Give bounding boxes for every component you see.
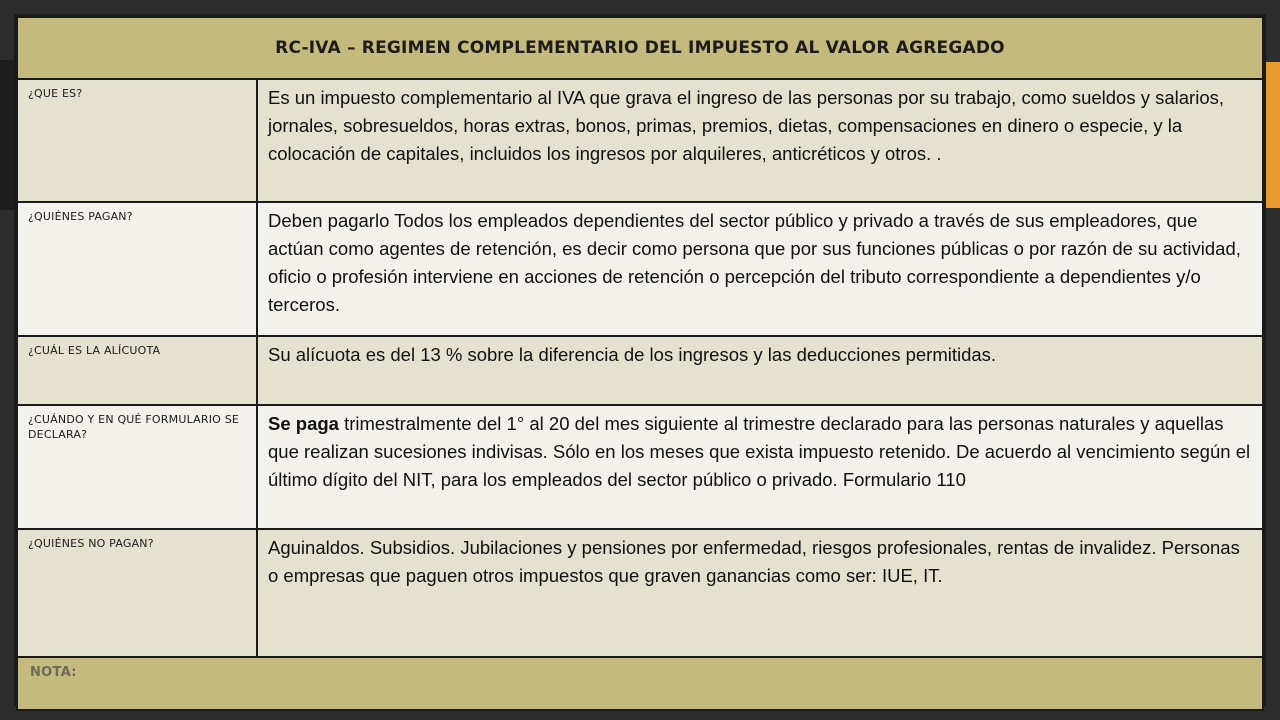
row-label-quienes-pagan: ¿QUIÉNES PAGAN?	[17, 202, 257, 336]
row-content-que-es: Es un impuesto complementario al IVA que grava el ingreso de las personas por su trabajo, como sueldos y salarios, jornales, sobresueldos, horas extras, bonos, primas, premios, dietas, compensaciones en dinero o especie, y la colocación de capitales, incluidos los ingresos por alquileres, anticréticos y otros. .	[257, 79, 1263, 202]
right-accent-bar	[1264, 62, 1280, 208]
nota-label: NOTA:	[17, 657, 1263, 710]
table-row	[17, 336, 1263, 405]
table-row	[17, 405, 1263, 529]
info-table	[16, 16, 1264, 711]
row-label-quienes-no-pagan: ¿QUIÉNES NO PAGAN?	[17, 529, 257, 657]
row-content-alicuota: Su alícuota es del 13 % sobre la diferencia de los ingresos y las deducciones permitidas.	[257, 336, 1263, 405]
table-row	[17, 79, 1263, 202]
row-label-cuando-formulario: ¿CUÁNDO Y EN QUÉ FORMULARIO SE DECLARA?	[17, 405, 257, 529]
info-table-container	[14, 14, 1266, 706]
content-bold-lead: Se paga	[268, 413, 339, 434]
table-row	[17, 529, 1263, 657]
nota-row	[17, 657, 1263, 710]
row-content-quienes-no-pagan: Aguinaldos. Subsidios. Jubilaciones y pensiones por enfermedad, riesgos profesionales, rentas de invalidez. Personas o empresas que paguen otros impuestos que graven ganancias como ser: IUE, IT.	[257, 529, 1263, 657]
row-label-alicuota: ¿CUÁL ES LA ALÍCUOTA	[17, 336, 257, 405]
row-content-cuando-formulario	[257, 405, 1263, 529]
row-content-quienes-pagan: Deben pagarlo Todos los empleados dependientes del sector público y privado a través de sus empleadores, que actúan como agentes de retención, es decir como persona que por sus funciones públicas o por razón de su actividad, oficio o profesión interviene en acciones de retención o percepción del tributo correspondiente a dependientes y/o terceros.	[257, 202, 1263, 336]
row-label-que-es: ¿QUE ES?	[17, 79, 257, 202]
table-title: RC-IVA – REGIMEN COMPLEMENTARIO DEL IMPUESTO AL VALOR AGREGADO	[17, 17, 1263, 79]
table-row	[17, 202, 1263, 336]
content-rest: trimestralmente del 1° al 20 del mes siguiente al trimestre declarado para las personas naturales y aquellas que realizan sucesiones indivisas. Sólo en los meses que exista impuesto retenido. De acuerdo al vencimiento según el último dígito del NIT, para los empleados del sector público o privado. Formulario 110	[268, 413, 1251, 490]
